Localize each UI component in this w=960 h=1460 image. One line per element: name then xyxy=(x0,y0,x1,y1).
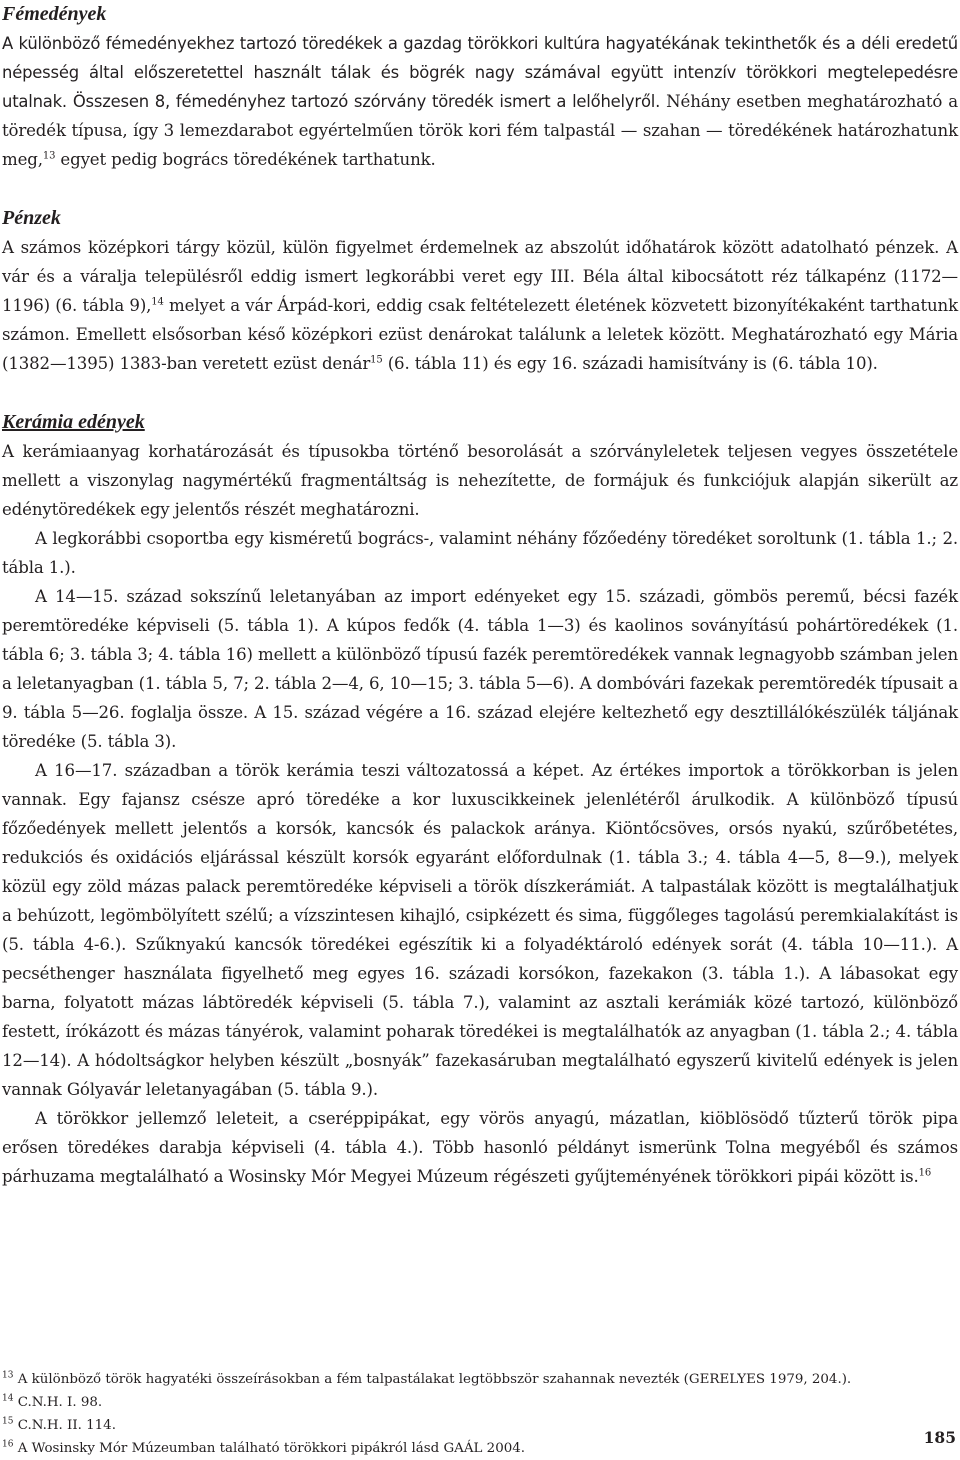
footnote-text: C.N.H. I. 98. xyxy=(13,1395,103,1410)
page-number: 185 xyxy=(923,1428,956,1447)
text-run: A különböző fémedényekhez tartozó töredékek a gazdag törökkori kultúra hagyatékának tekinthetők és a déli eredetű népesség által előszeretettel használt tálak és bögrék nagy számával együtt intenzív törökkori megtelepedésre utalnak. Összesen 8, fémedényhez tartozó szórvány töredék ismert a lelőhelyről. xyxy=(2,34,958,111)
paragraph xyxy=(2,233,958,378)
spacer xyxy=(2,174,958,204)
footnote-ref[interactable]: 14 xyxy=(151,296,164,308)
paragraph: A kerámiaanyag korhatározását és típusokba történő besorolását a szórványleletek teljesen vegyes összetétele mellett a viszonylag nagymértékű fragmentáltság is nehezítette, de formájuk és funkciójuk alapján sikerült az edénytöredékek egy jelentős részét meghatározni. xyxy=(2,442,958,519)
footnote-text: A különböző török hagyatéki összeírásokban a fém talpastálakat legtöbbször szahannak nevezték (GERELYES 1979, 204.). xyxy=(13,1372,852,1387)
spacer xyxy=(2,378,958,408)
paragraph xyxy=(2,1104,958,1191)
footnote-text: A Wosinsky Mór Múzeumban található törökkori pipákról lásd GAÁL 2004. xyxy=(13,1441,526,1456)
footnotes xyxy=(2,1368,942,1460)
footnote xyxy=(2,1368,942,1391)
footnote-number: 16 xyxy=(2,1439,14,1450)
paragraph: A 16—17. században a török kerámia teszi változatossá a képet. Az értékes importok a törökkorban is jelen vannak. Egy fajansz csésze apró töredéke a kor luxuscikkeinek jelenlétéről árulkodik. A különböző típusú főzőedények mellett jelentős a korsók, kancsók és palackok aránya. Kiöntőcsöves, orsós nyakú, szűrőbetétes, redukciós és oxidációs eljárással készült korsók egyaránt előfordulnak (1. tábla 3.; 4. tábla 4—5, 8—9.), melyek közül egy zöld mázas palack peremtöredéke képviseli a török díszkerámiát. A talpastálak között is megtalálhatjuk a behúzott, legömbölyített szélű; a vízszintesen kihajló, csipkézett és sima, függőleges tagolású peremkialakítást is (5. tábla 4-6.). Szűknyakú kancsók töredékei egészítik ki a folyadéktároló edények sorát (4. tábla 10—11.). A pecséthenger használata figyelhető meg egyes 16. századi korsókon, fazekakon (3. tábla 1.). A lábasokat egy barna, folyatott mázas lábtöredék képviseli (5. tábla 7.), valamint az asztali kerámiák közé tartozó, különböző festett, írókázott és mázas tányérok, valamint poharak töredékei is megtalálhatók az anyagban (1. tábla 2.; 4. tábla 12—14). A hódoltságkor helyben készült „bosnyák” fazekasáruban megtalálható egyszerű kivitelű edények is jelen vannak Gólyavár leletanyagában (5. tábla 9.). xyxy=(2,761,958,1099)
section-keramia xyxy=(2,408,958,1191)
heading-keramia: Kerámia edények xyxy=(2,411,145,433)
footnote-ref[interactable]: 15 xyxy=(370,354,383,366)
text-run: melyet a vár Árpád-kori, eddig csak feltételezett életének közvetett bizonyítékaként tarthatunk számon. Emellett elsősorban késő középkori ezüst denárokat találunk a leletek között. Meghatározható egy Mária (1382—1395) 1383-ban veretett ezüst denár xyxy=(2,296,958,373)
footnote-text: C.N.H. II. 114. xyxy=(13,1418,116,1433)
footnote xyxy=(2,1414,942,1437)
heading-penzek: Pénzek xyxy=(2,207,61,229)
heading-femedenyek: Fémedények xyxy=(2,3,107,25)
text-run: A törökkor jellemző leleteit, a cseréppipákat, egy vörös anyagú, mázatlan, kiöblösödő tűzterű török pipa erősen töredékes darabja képviseli (4. tábla 4.). Több hasonló példányt ismerünk Tolna megyéből és számos párhuzama megtalálható a Wosinsky Mór Megyei Múzeum régészeti gyűjteményének törökkori pipái között is. xyxy=(2,1109,958,1186)
section-femedenyek xyxy=(2,0,958,174)
footnote-ref[interactable]: 13 xyxy=(42,150,56,162)
footnote-number: 13 xyxy=(2,1370,14,1381)
footnote-number: 14 xyxy=(2,1393,14,1404)
text-run: Néhány esetben meghatározható a töredék típusa, így 3 lemezdarabot egyértelműen török kori fém talpastál — szahan — töredékének határozhatunk meg, xyxy=(2,92,959,169)
footnote xyxy=(2,1437,942,1460)
section-penzek xyxy=(2,204,958,378)
text-run: egyet pedig bogrács töredékének tarthatunk. xyxy=(55,150,436,169)
footnote-number: 15 xyxy=(2,1416,14,1427)
paragraph xyxy=(2,29,958,174)
paragraph: A 14—15. század sokszínű leletanyában az import edényeket egy 15. századi, gömbös peremű, bécsi fazék peremtöredéke képviseli (5. tábla 1). A kúpos fedők (4. tábla 1—3) és kaolinos soványítású pohártöredékek (1. tábla 6; 3. tábla 3; 4. tábla 16) mellett a különböző típusú fazék peremtöredékek vannak legnagyobb számban jelen a leletanyagban (1. tábla 5, 7; 2. tábla 2—4, 6, 10—15; 3. tábla 5—6). A dombóvári fazekak peremtöredék típusait a 9. tábla 5—26. foglalja össze. A 15. század végére a 16. század elejére keltezhető egy desztillálókészülék táljának töredéke (5. tábla 3). xyxy=(2,587,958,751)
text-run: (6. tábla 11) és egy 16. századi hamisítvány is (6. tábla 10). xyxy=(382,354,878,373)
text-run: A számos középkori tárgy közül, külön figyelmet érdemelnek az abszolút időhatárok között adatolható pénzek. A vár és a váralja településről eddig ismert legkorábbi veret egy III. Béla által kibocsátott réz tálkapénz (1172—1196) (6. tábla 9), xyxy=(2,238,958,315)
main-text xyxy=(2,0,958,1191)
footnote xyxy=(2,1391,942,1414)
footnote-ref[interactable]: 16 xyxy=(918,1167,932,1179)
paragraph: A legkorábbi csoportba egy kisméretű bogrács-, valamint néhány főzőedény töredéket soroltunk (1. tábla 1.; 2. tábla 1.). xyxy=(2,529,958,577)
